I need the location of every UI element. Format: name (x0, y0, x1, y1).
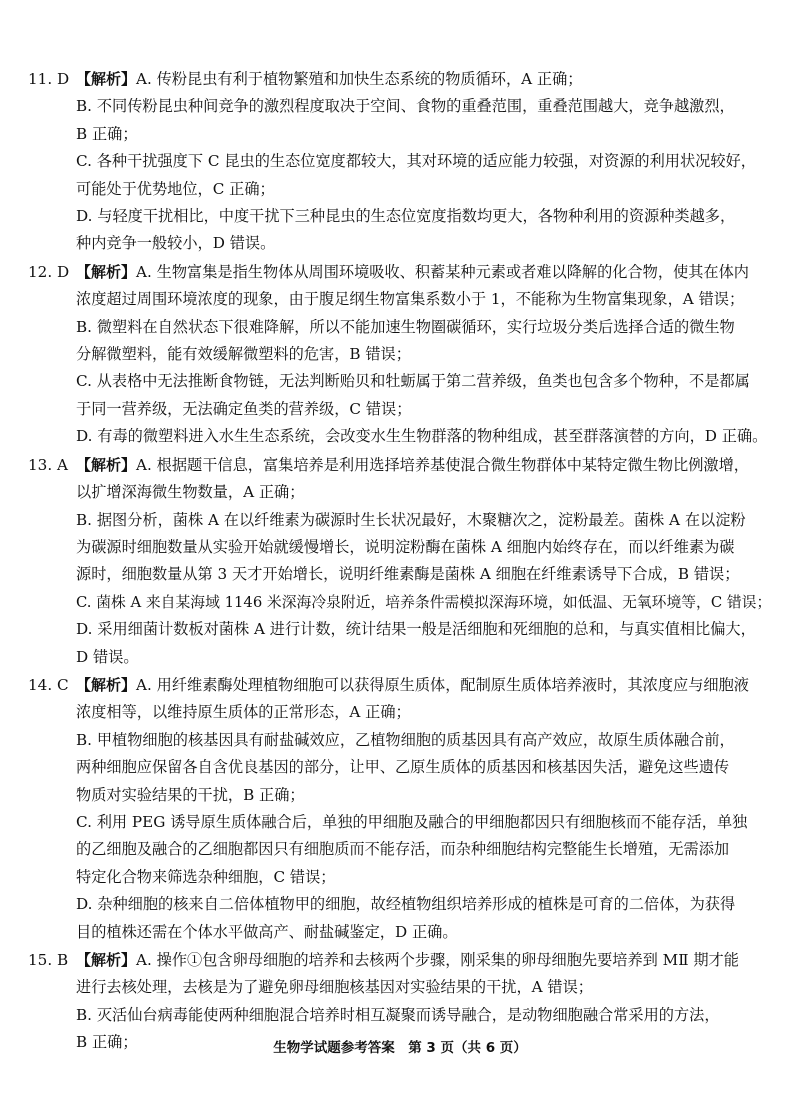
explanation-text: 浓度超过周围环境浓度的现象，由于腹足纲生物富集系数小于 1，不能称为生物富集现象，A 错误； (76, 290, 745, 309)
explanation-line (76, 368, 780, 395)
explanation-line (76, 589, 780, 616)
explanation-line (76, 507, 780, 534)
explanation-line (76, 809, 780, 836)
explanation-line (76, 203, 780, 230)
question-number: 14. C (28, 675, 69, 694)
explanation-text: A. 操作①包含卵母细胞的培养和去核两个步骤，刚采集的卵母细胞先要培养到 MⅡ 期才能 (136, 951, 739, 969)
analysis-tag: 【解析】 (76, 951, 137, 969)
explanation-line (76, 947, 780, 974)
explanation-text: D. 杂种细胞的核来自二倍体植物甲的细胞，故经植物组织培养形成的植株是可育的二倍体，为获得 (76, 895, 736, 914)
explanation-line (76, 423, 780, 450)
answer-block (28, 66, 780, 258)
explanation-line (76, 836, 780, 863)
answer-explanation (76, 452, 780, 671)
explanation-line (76, 230, 780, 257)
explanation-text: B. 甲植物细胞的核基因具有耐盐碱效应，乙植物细胞的质基因具有高产效应，故原生质体融合前， (76, 730, 735, 749)
explanation-line (76, 727, 780, 754)
explanation-text: B. 不同传粉昆虫种间竞争的激烈程度取决于空间、食物的重叠范围，重叠范围越大，竞争越激烈， (76, 97, 735, 116)
explanation-text: 进行去核处理，去核是为了避免卵母细胞核基因对实验结果的干扰，A 错误； (76, 978, 593, 997)
explanation-line (76, 452, 780, 479)
explanation-text: A. 根据题干信息，富集培养是利用选择培养基使混合微生物群体中某特定微生物比例激增， (136, 455, 749, 474)
explanation-text: D 错误。 (76, 647, 139, 666)
explanation-line (76, 782, 780, 809)
analysis-tag: 【解析】 (76, 262, 137, 281)
explanation-text: 分解微塑料，能有效缓解微塑料的危害，B 错误； (76, 345, 411, 364)
answer-block (28, 672, 780, 946)
explanation-text: C. 菌株 A 来自某海域 1146 米深海冷泉附近，培养条件需模拟深海环境，如低温、无氧环境等，C 错误； (76, 593, 772, 611)
analysis-tag: 【解析】 (76, 455, 137, 474)
explanation-text: 目的植株还需在个体水平做高产、耐盐碱鉴定，D 正确。 (76, 922, 458, 941)
explanation-text: 两种细胞应保留各自含优良基因的部分，让甲、乙原生质体的质基因和核基因失活，避免这些遗传 (76, 758, 730, 777)
explanation-line (76, 259, 780, 286)
analysis-tag: 【解析】 (76, 70, 137, 88)
explanation-line (76, 93, 780, 120)
explanation-text: B 正确； (76, 1033, 138, 1052)
explanation-line (76, 672, 780, 699)
explanation-text: 的乙细胞及融合的乙细胞都因只有细胞质而不能存活，而杂种细胞结构完整能生长增殖，无需添加 (76, 840, 730, 859)
explanation-line (76, 66, 780, 93)
explanation-line (76, 754, 780, 781)
page-footer: 生物学试题参考答案 第 3 页（共 6 页） (273, 1040, 527, 1056)
explanation-line (76, 864, 780, 891)
question-number: 12. D (28, 262, 70, 281)
explanation-text: D. 有毒的微塑料进入水生生态系统，会改变水生生物群落的物种组成，甚至群落演替的方向，D 正确。 (76, 427, 768, 446)
explanation-text: C. 各种干扰强度下 C 昆虫的生态位宽度都较大，其对环境的适应能力较强，对资源的利用状况较好， (76, 152, 756, 171)
explanation-text: A. 生物富集是指生物体从周围环境吸收、积蓄某种元素或者难以降解的化合物，使其在体内 (136, 262, 749, 281)
question-number: 15. B (28, 951, 69, 969)
explanation-text: 源时，细胞数量从第 3 天才开始增长，说明纤维素酶是菌株 A 细胞在纤维素诱导下合成，B 错误； (76, 565, 740, 584)
explanation-line (76, 286, 780, 313)
explanation-line (76, 919, 780, 946)
explanation-line (76, 616, 780, 643)
explanation-text: 为碳源时细胞数量从实验开始就缓慢增长，说明淀粉酶在菌株 A 细胞内始终存在，而以纤维素为碳 (76, 537, 735, 556)
explanation-line (76, 341, 780, 368)
explanation-text: B. 微塑料在自然状态下很难降解，所以不能加速生物圈碳循环，实行垃圾分类后选择合适的微生物 (76, 317, 735, 336)
explanation-text: C. 利用 PEG 诱导原生质体融合后，单独的甲细胞及融合的甲细胞都因只有细胞核而不能存活，单独 (76, 812, 748, 831)
explanation-line (76, 644, 780, 671)
analysis-tag: 【解析】 (76, 675, 137, 694)
explanation-text: 物质对实验结果的干扰，B 正确； (76, 785, 305, 804)
answer-block (28, 259, 780, 451)
explanation-text: 种内竞争一般较小，D 错误。 (76, 234, 276, 253)
explanation-line (76, 891, 780, 918)
explanation-text: 于同一营养级，无法确定鱼类的营养级，C 错误； (76, 399, 412, 418)
explanation-text: B. 灭活仙台病毒能使两种细胞混合培养时相互凝聚而诱导融合，是动物细胞融合常采用的方法， (76, 1005, 720, 1024)
explanation-line (76, 314, 780, 341)
question-number: 13. A (28, 455, 68, 474)
explanation-text: D. 采用细菌计数板对菌株 A 进行计数，统计结果一般是活细胞和死细胞的总和，与真实值相比偏大， (76, 620, 756, 639)
answer-list (28, 66, 780, 1058)
explanation-line (76, 561, 780, 588)
explanation-text: 特定化合物来筛选杂种细胞，C 错误； (76, 867, 336, 886)
explanation-line (76, 396, 780, 423)
explanation-line (76, 699, 780, 726)
answer-explanation (76, 672, 780, 946)
explanation-text: B 正确； (76, 124, 138, 143)
explanation-text: A. 传粉昆虫有利于植物繁殖和加快生态系统的物质循环，A 正确； (136, 70, 583, 88)
answer-explanation (76, 259, 780, 451)
explanation-text: 以扩增深海微生物数量，A 正确； (76, 483, 305, 502)
explanation-line (76, 1002, 780, 1029)
explanation-text: B. 据图分析，菌株 A 在以纤维素为碳源时生长状况最好，木聚糖次之，淀粉最差。菌株 A 在以淀粉 (76, 510, 746, 529)
explanation-text: 可能处于优势地位，C 正确； (76, 179, 275, 198)
answer-block (28, 452, 780, 671)
explanation-text: C. 从表格中无法推断食物链，无法判断贻贝和牡蛎属于第二营养级，鱼类也包含多个物种，不是都属 (76, 372, 750, 391)
question-number: 11. D (28, 70, 70, 88)
answer-explanation (76, 66, 780, 258)
explanation-text: 浓度相等，以维持原生质体的正常形态，A 正确； (76, 703, 411, 722)
explanation-line (76, 176, 780, 203)
explanation-text: D. 与轻度干扰相比，中度干扰下三种昆虫的生态位宽度指数均更大，各物种利用的资源种类越多， (76, 207, 736, 226)
explanation-line (76, 974, 780, 1001)
explanation-line (76, 121, 780, 148)
explanation-line (76, 534, 780, 561)
explanation-line (76, 148, 780, 175)
explanation-line (76, 479, 780, 506)
explanation-text: A. 用纤维素酶处理植物细胞可以获得原生质体，配制原生质体培养液时，其浓度应与细胞液 (136, 675, 749, 694)
